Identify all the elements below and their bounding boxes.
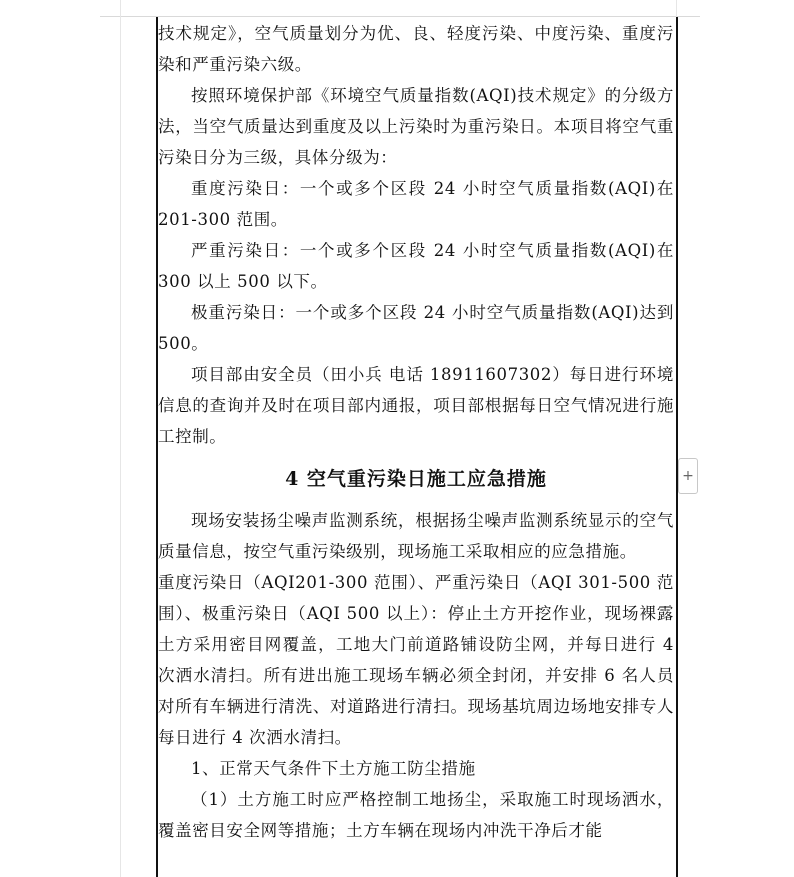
paragraph: 严重污染日：一个或多个区段 24 小时空气质量指数(AQI)在 300 以上 500 以下。 xyxy=(158,241,674,291)
paragraph: 1、正常天气条件下土方施工防尘措施 xyxy=(191,759,476,778)
paragraph: 按照环境保护部《环境空气质量指数(AQI)技术规定》的分级方法，当空气质量达到重度及以上污染时为重污染日。本项目将空气重污染日分为三级，具体分级为： xyxy=(158,86,674,167)
paragraph-group-intro xyxy=(158,18,674,452)
section-heading: 4 空气重污染日施工应急措施 xyxy=(285,468,547,490)
paragraph: 现场安装扬尘噪声监测系统，根据扬尘噪声监测系统显示的空气质量信息，按空气重污染级别，现场施工采取相应的应急措施。 xyxy=(158,511,674,561)
add-row-button[interactable]: + xyxy=(678,458,698,494)
paragraph: 重度污染日（AQI201-300 范围）、严重污染日（AQI 301-500 范围）、极重污染日（AQI 500 以上）：停止土方开挖作业，现场裸露土方采用密目网覆盖，工地大门前道路铺设防尘网，并每日进行 4 次洒水清扫。所有进出施工现场车辆必须全封闭，并安排 6 名人员对所有车辆进行清洗、对道路进行清扫。现场基坑周边场地安排专人每日进行 4 次洒水清扫。 xyxy=(158,573,674,747)
paragraph: 重度污染日：一个或多个区段 24 小时空气质量指数(AQI)在 201-300 范围。 xyxy=(158,179,674,229)
document-body[interactable] xyxy=(158,18,674,846)
paragraph: 技术规定》，空气质量划分为优、良、轻度污染、中度污染、重度污染和严重污染六级。 xyxy=(158,24,674,74)
paragraph: 极重污染日：一个或多个区段 24 小时空气质量指数(AQI)达到 500。 xyxy=(158,303,674,353)
paragraph: 项目部由安全员（田小兵 电话 18911607302）每日进行环境信息的查询并及时在项目部内通报，项目部根据每日空气情况进行施工控制。 xyxy=(158,365,674,446)
page-edge-left xyxy=(120,0,121,877)
paragraph-group-measures xyxy=(158,505,674,846)
paragraph: （1）土方施工时应严格控制工地扬尘，采取施工时现场洒水，覆盖密目安全网等措施；土方车辆在现场内冲洗干净后才能 xyxy=(158,790,674,840)
